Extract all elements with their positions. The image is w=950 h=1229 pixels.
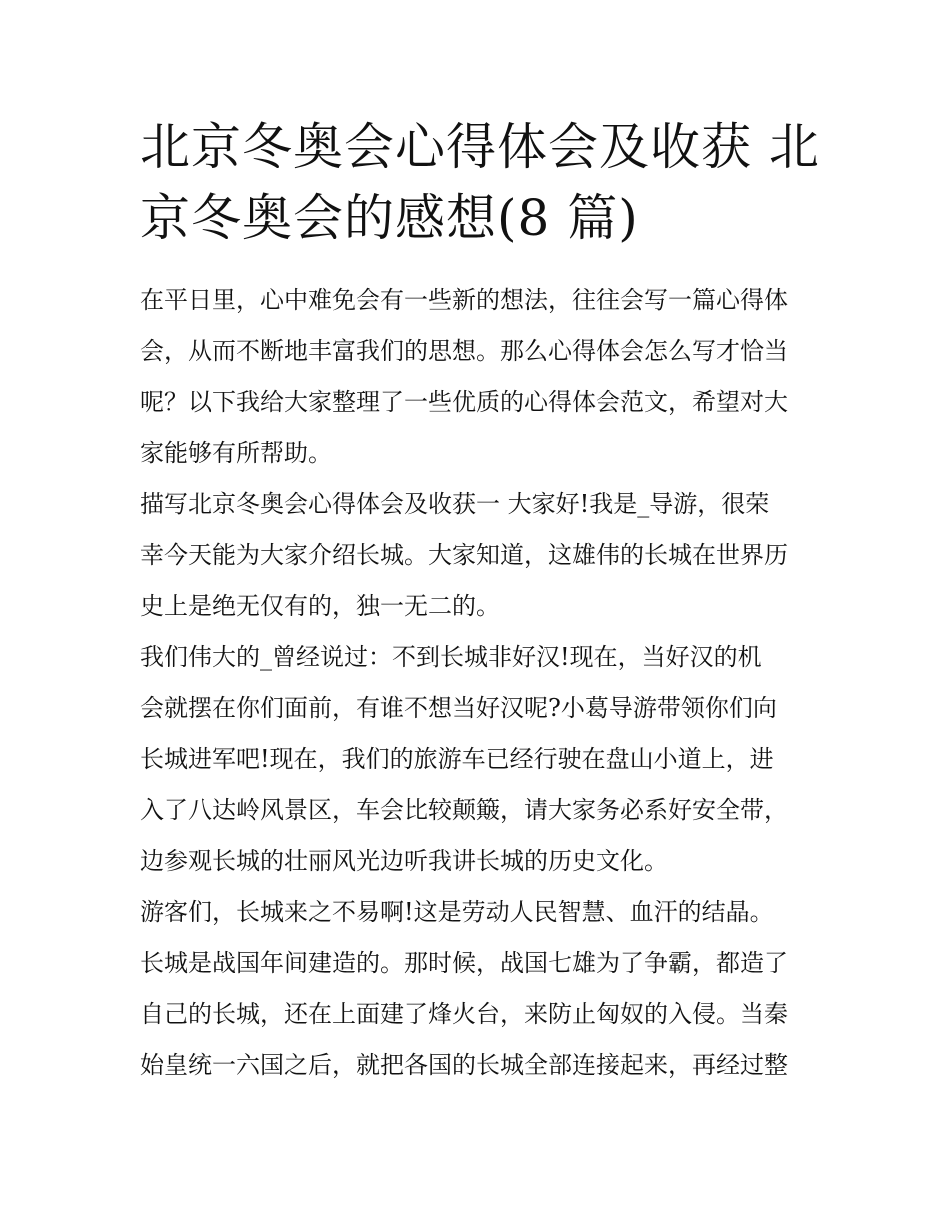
body-line: 自己的长城，还在上面建了烽火台，来防止匈奴的入侵。当秦 [140, 1000, 788, 1028]
title-line: 京冬奥会的感想(8 篇) [140, 189, 639, 247]
body-line: 史上是绝无仅有的，独一无二的。 [140, 592, 500, 620]
body-line: 长城进军吧!现在，我们的旅游车已经行驶在盘山小道上，进 [140, 745, 774, 773]
body-line: 会就摆在你们面前，有谁不想当好汉呢?小葛导游带领你们向 [140, 694, 777, 722]
body-line: 描写北京冬奥会心得体会及收获一 大家好!我是_导游，很荣 [140, 490, 770, 518]
document-title [140, 112, 820, 254]
body-line: 在平日里，心中难免会有一些新的想法，往往会写一篇心得体 [140, 286, 788, 314]
body-line: 家能够有所帮助。 [140, 439, 332, 467]
body-line: 幸今天能为大家介绍长城。大家知道，这雄伟的长城在世界历 [140, 541, 788, 569]
title-line: 北京冬奥会心得体会及收获 北 [140, 118, 820, 176]
body-line: 长城是战国年间建造的。那时候，战国七雄为了争霸，都造了 [140, 949, 788, 977]
body-line: 我们伟大的_曾经说过：不到长城非好汉!现在，当好汉的机 [140, 643, 762, 671]
body-line: 游客们，长城来之不易啊!这是劳动人民智慧、血汗的结晶。 [140, 898, 774, 926]
body-line: 始皇统一六国之后，就把各国的长城全部连接起来，再经过整 [140, 1051, 788, 1079]
body-line: 入了八达岭风景区，车会比较颠簸，请大家务必系好安全带， [140, 796, 788, 824]
body-line: 会，从而不断地丰富我们的思想。那么心得体会怎么写才恰当 [140, 337, 788, 365]
body-line: 边参观长城的壮丽风光边听我讲长城的历史文化。 [140, 847, 668, 875]
document-body [140, 275, 820, 1091]
body-line: 呢？以下我给大家整理了一些优质的心得体会范文，希望对大 [140, 388, 788, 416]
